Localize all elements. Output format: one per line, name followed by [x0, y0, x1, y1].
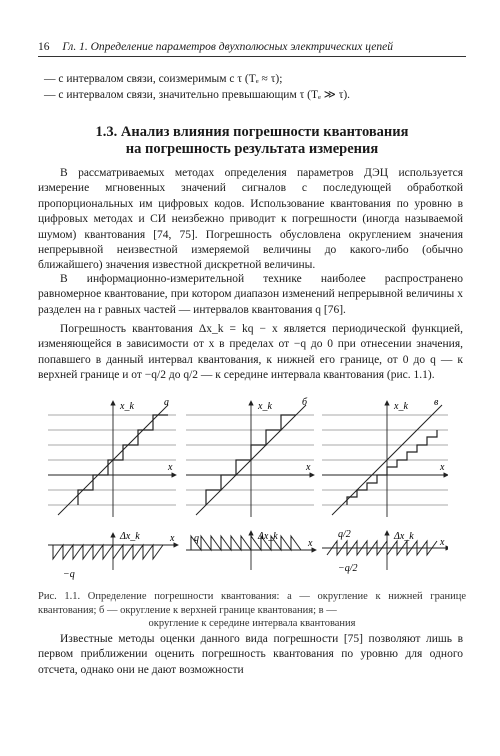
- running-header: [38, 40, 466, 57]
- panel-c-err-xlabel: x: [440, 537, 445, 548]
- panel-b-err-xlabel: x: [308, 538, 313, 549]
- panel-a-amp-label: −q: [63, 569, 75, 580]
- panel-b-error-plot: [186, 531, 316, 570]
- panel-c-xlabel: x: [440, 462, 445, 473]
- panel-b-err-label: Δx_k: [258, 531, 278, 542]
- section-heading-line: на погрешность результата измерения: [125, 141, 379, 157]
- figure-quantization: [48, 395, 448, 590]
- panel-a-xlabel: x: [168, 462, 173, 473]
- panel-c-err-label: Δx_k: [394, 531, 414, 542]
- figure-caption: [38, 590, 466, 631]
- list-item: — с интервалом связи, соизмеримым с τ (Tₑ ≈ τ);: [44, 73, 283, 85]
- panel-c-staircase: [322, 401, 448, 517]
- figure-svg: [48, 395, 448, 585]
- list-item: — с интервалом связи, значительно превышающим τ (Tₑ ≫ τ).: [44, 89, 351, 101]
- panel-b-ylabel: x_k: [258, 401, 272, 412]
- page-number: 16: [38, 41, 50, 53]
- body-paragraph: Известные методы оценки данного вида погрешности [75] позволяют лишь в первом приближении оценить погрешность квантования по уровню для одного отсчета, однако они не дают возможности: [38, 633, 463, 676]
- caption-line: Рис. 1.1. Определение погрешности квантования: а — округление к нижней границе квантования; б — округление к верхней границе квантования; в —: [38, 591, 466, 616]
- section-heading: [38, 124, 466, 158]
- panel-a-staircase: [48, 401, 176, 517]
- panel-c-amp-label-bottom: −q/2: [338, 563, 358, 574]
- panel-c-amp-label-top: q/2: [338, 529, 351, 540]
- body-paragraph: В рассматриваемых методах определения параметров ДЭЦ используется измерение мгновенных значений сигналов с последующей обработкой пропорциональных им цифровых кодов. Использование квантования по уровню в цифровых методах и СИ неизбежно приводит к погрешности (иногда называемой шумом) квантования [74, 75]. Погрешность обусловлена округлением значения непрерывной неизвестной измеряемой величины до какого-либо (обычно ближайшего) значения известной дискретной величины.: [38, 167, 463, 272]
- panel-b-amp-label: q: [194, 533, 199, 544]
- panel-b-letter: б: [302, 397, 308, 408]
- section-heading-line: 1.3. Анализ влияния погрешности квантования: [95, 124, 409, 140]
- body-paragraph: В информационно-измерительной технике наиболее распространено равномерное квантование, при котором диапазон изменений непрерывной величины x разделен на r равных частей — интервалов квантования q [76].: [38, 273, 463, 316]
- running-title: Гл. 1. Определение параметров двухполюсных электрических цепей: [62, 41, 394, 53]
- panel-a-error-plot: [48, 533, 178, 570]
- panel-a-err-label: Δx_k: [120, 531, 140, 542]
- panel-c-letter: в: [434, 397, 439, 408]
- panel-a-letter: а: [164, 397, 169, 408]
- caption-line: округление к середине интервала квантования: [148, 618, 356, 629]
- panel-b-staircase: [186, 401, 314, 517]
- panel-c-ylabel: x_k: [394, 401, 408, 412]
- panel-b-xlabel: x: [306, 462, 311, 473]
- panel-a-err-xlabel: x: [170, 533, 175, 544]
- panel-a-ylabel: x_k: [120, 401, 134, 412]
- body-paragraph: Погрешность квантования Δx_k = kq − x является периодической функцией, изменяющейся в зависимости от x в пределах от −q до 0 при отнесении значения, попавшего в данный интервал квантования, к нижней его границе, от 0 до q — к верхней границе и от −q/2 до q/2 — к середине интервала квантования (рис. 1.1).: [38, 323, 463, 382]
